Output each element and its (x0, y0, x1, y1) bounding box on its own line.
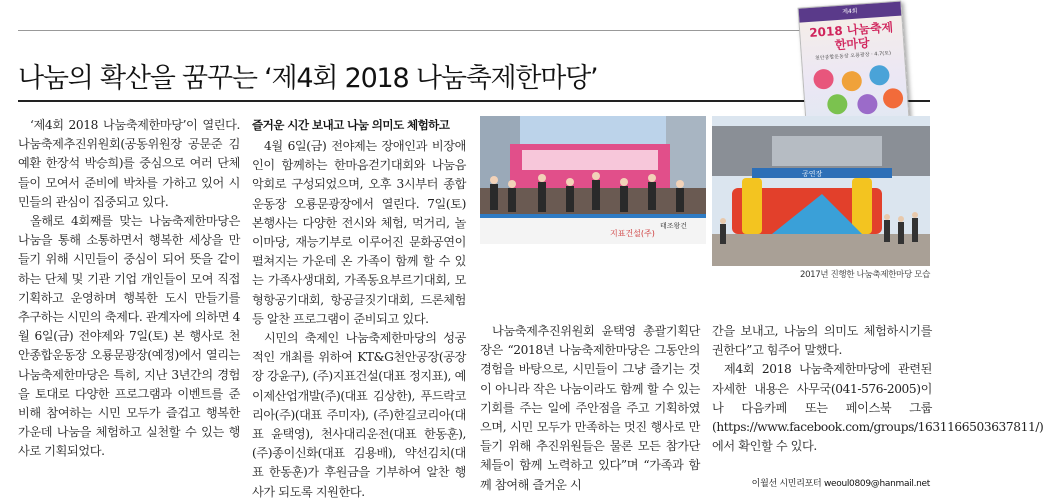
paragraph: 4월 6일(금) 전야제는 장애인과 비장애인이 함께하는 한마음걷기대회와 나눔음악회로 구성되었으며, 오후 3시부터 종합운동장 오룡문광장에서 열린다. 7일(토) 본행사는 다양한 전시와 체험, 먹거리, 놀이마당, 재능기부로 이루어진 문화공연이 펼쳐지는 가운데 온 가족이 함께 할 수 있는 가족사생대회, 가족동요부르기대회, 모형항공기대회, 항공글짓기대회, 드론체험 등 알찬 프로그램이 준비되고 있다. (252, 139, 466, 326)
paragraph: 올해로 4회째를 맞는 나눔축제한마당은 나눔을 통해 소통하면서 행복한 세상을 만들기 위해 시민들이 중심이 되어 뜻을 같이하는 단체 및 기관 기업 개인들이 모여 직접 기획하고 운영하며 행복한 도시 만들기를 추구하는 시민의 축제다. 관계자에 의하면 4월 6일(금) 전야제와 7일(토) 본 행사로 천안종합운동장 오룡문광장(예정)에서 열리는 나눔축제한마당은 특히, 지난 3년간의 경험을 토대로 다양한 프로그램과 이벤트를 준비해 참여하는 시민 모두가 즐겁고 행복한 가운데 나눔을 체험하고 실천할 수 있는 행사로 기획되었다. (18, 214, 240, 459)
festival-scene-photo (712, 116, 930, 266)
article-headline: 나눔의 확산을 꿈꾸는 ‘제4회 2018 나눔축제한마당’ (18, 63, 598, 94)
festival-scene-illustration (712, 116, 930, 266)
article-column-2 (252, 116, 466, 502)
article-column-4 (712, 322, 1043, 456)
stage-banner-text-2: 태조왕건 (660, 222, 688, 230)
reporter-byline: 이월선 시민리포터 weoul0809@hanmail.net (751, 479, 930, 489)
poster-circle (882, 88, 903, 109)
paragraph: ‘제4회 2018 나눔축제한마당’이 열린다. 나눔축제추진위원회(공동위원장 공문준 김예환 한장석 박승희)를 중심으로 여러 단체들이 모여서 준비에 박차를 가하고 있어 시민들의 관심이 집중되고 있다. (18, 118, 240, 209)
photo-caption: 2017년 진행한 나눔축제한마당 모습 (800, 270, 930, 280)
article-column-1 (18, 116, 240, 462)
headline-rule (18, 100, 930, 102)
paragraph: 나눔축제추진위원회 윤택영 총괄기획단장은 “2018년 나눔축제한마당은 그동안의 경험을 바탕으로, 시민들이 그냥 즐기는 것이 아니라 작은 나눔이라도 함께 할 수 있는 기회를 주는 일에 주안점을 주고 기획하였으며, 시민 모두가 만족하는 멋진 행사로 만들기 위해 추진위원들은 물론 모든 참가단체들이 함께 노력하고 있다”며 “가족과 함께 참여해 즐거운 시 (480, 324, 700, 492)
paragraph: 제4회 2018 나눔축제한마당에 관련된 자세한 내용은 사무국(041-576-2005)이나 다음카페 또는 페이스북 그룹(https://www.facebook.com/groups/1631166503637811/)에서 확인할 수 있다. (712, 362, 1043, 454)
top-rule (18, 30, 800, 31)
poster-subtext: 천안종합운동장 오룡광장 · 4.7(토) (814, 50, 892, 62)
article-column-3 (480, 322, 700, 495)
poster-circle (827, 94, 848, 115)
stage-performance-illustration (480, 116, 706, 244)
paragraph: 간을 보내고, 나눔의 의미도 체험하시기를 권한다”고 힘주어 말했다. (712, 324, 932, 358)
venue-banner-text: 공연장 (802, 170, 823, 178)
poster-illustration (811, 64, 900, 120)
section-subhead: 즐거운 시간 보내고 나눔 의미도 체험하고 (252, 118, 450, 132)
poster-circle (813, 68, 834, 89)
poster-title: 2018 나눔축제한마당 (808, 20, 894, 53)
stage-banner-text: 지표건설(주) (610, 229, 655, 238)
paragraph: 시민의 축제인 나눔축제한마당의 성공적인 개최를 위하여 KT&G천안공장(공장장 강윤구), (주)지표건설(대표 정지표), 예이제산업개발(주)(대표 김상한), 푸드락코리아(주)(대표 주미자), (주)한길코리아(대표 윤택영), 천사대리운전(대표 한동훈), (주)종이신화(대표 김용배), 약선김치(대표 한동훈)가 후원금을 기부하여 알찬 행사가 되도록 지원한다. (252, 331, 466, 499)
poster-circle (869, 65, 890, 86)
poster-top-band: 제4회 (799, 2, 902, 23)
poster-circle (857, 93, 878, 114)
poster-circle (841, 71, 862, 92)
stage-performance-photo (480, 116, 706, 244)
